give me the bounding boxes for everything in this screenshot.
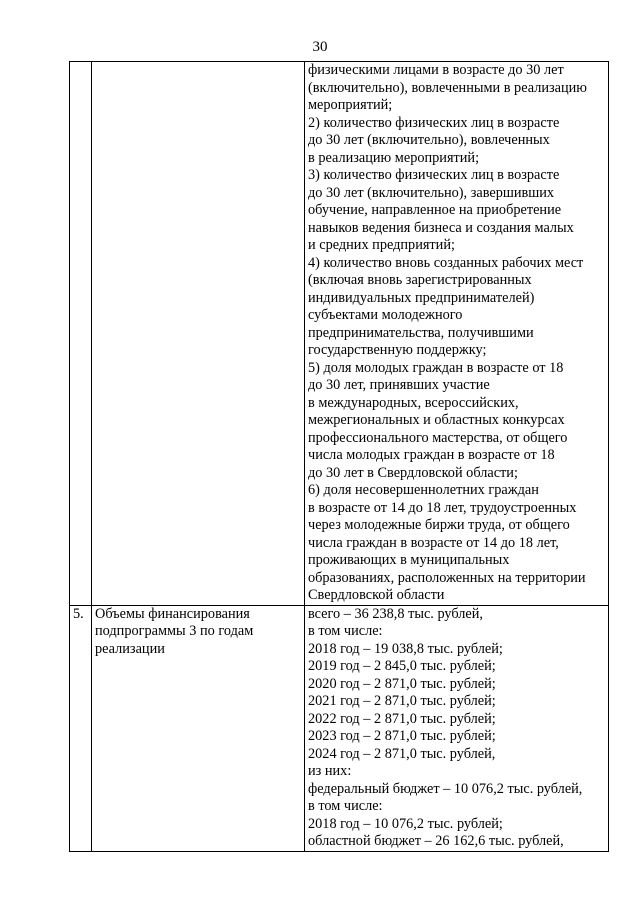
content-line: до 30 лет (включительно), завершивших	[308, 184, 555, 201]
name-line: Объемы финансирования	[95, 605, 250, 622]
content-line: 2018 год – 19 038,8 тыс. рублей;	[308, 640, 503, 657]
content-line: Свердловской области	[308, 587, 445, 603]
content-line: и средних предприятий;	[308, 237, 455, 253]
content-line: до 30 лет в Свердловской области;	[308, 464, 518, 481]
row-name-cell	[92, 62, 305, 606]
content-line: государственную поддержку;	[308, 342, 487, 358]
content-line: навыков ведения бизнеса и создания малых	[308, 219, 574, 236]
content-line: межрегиональных и областных конкурсах	[308, 412, 565, 428]
content-line: до 30 лет, принявших участие	[308, 377, 490, 393]
table-row	[70, 62, 609, 606]
content-line: субъектами молодежного	[308, 307, 463, 323]
content-line: обучение, направленное на приобретение	[308, 202, 562, 218]
table-row	[70, 605, 609, 851]
content-line: (включая вновь зарегистрированных	[308, 272, 532, 288]
content-line: всего – 36 238,8 тыс. рублей,	[308, 605, 483, 622]
content-line: профессионального мастерства, от общего	[308, 429, 568, 446]
content-line: числа молодых граждан в возрасте от 18	[308, 447, 555, 463]
name-line: реализации	[95, 640, 165, 657]
content-line: в реализацию мероприятий;	[308, 149, 480, 166]
passport-table	[69, 61, 609, 852]
row-content-cell	[305, 62, 609, 606]
content-line: областной бюджет – 26 162,6 тыс. рублей,	[308, 833, 564, 849]
content-line: в том числе:	[308, 798, 383, 814]
content-line: 2020 год – 2 871,0 тыс. рублей;	[308, 675, 496, 692]
content-line: предпринимательства, получившими	[308, 324, 534, 341]
row-number-cell	[70, 62, 92, 606]
content-line: 2019 год – 2 845,0 тыс. рублей;	[308, 658, 496, 674]
content-line: 2024 год – 2 871,0 тыс. рублей,	[308, 745, 496, 762]
content-line: 2023 год – 2 871,0 тыс. рублей;	[308, 728, 496, 744]
content-line: из них:	[308, 763, 352, 779]
content-line: через молодежные биржи труда, от общего	[308, 517, 570, 533]
content-line: федеральный бюджет – 10 076,2 тыс. рублей,	[308, 780, 583, 797]
page-number: 30	[312, 39, 328, 55]
name-line: подпрограммы 3 по годам	[95, 623, 254, 639]
content-line: индивидуальных предпринимателей)	[308, 289, 535, 306]
content-line: проживающих в муниципальных	[308, 552, 510, 568]
content-line: 2021 год – 2 871,0 тыс. рублей;	[308, 693, 496, 709]
content-line: 6) доля несовершеннолетних граждан	[308, 482, 539, 498]
table-body	[70, 62, 609, 852]
content-line: 3) количество физических лиц в возрасте	[308, 167, 560, 183]
row-number-cell: 5.	[70, 605, 92, 851]
content-line: до 30 лет (включительно), вовлеченных	[308, 132, 550, 148]
row-name-cell	[92, 605, 305, 851]
content-line: 4) количество вновь созданных рабочих мест	[308, 254, 584, 271]
content-line: числа граждан в возрасте от 14 до 18 лет,	[308, 534, 559, 551]
content-line: в том числе:	[308, 623, 383, 639]
content-line: (включительно), вовлеченными в реализацию	[308, 79, 587, 96]
row-content-cell	[305, 605, 609, 851]
content-line: мероприятий;	[308, 97, 393, 113]
content-line: 2022 год – 2 871,0 тыс. рублей;	[308, 710, 496, 727]
content-line: 5) доля молодых граждан в возрасте от 18	[308, 359, 564, 376]
content-line: в международных, всероссийских,	[308, 394, 519, 411]
content-line: 2018 год – 10 076,2 тыс. рублей;	[308, 815, 503, 832]
content-line: 2) количество физических лиц в возрасте	[308, 114, 560, 131]
content-line: в возрасте от 14 до 18 лет, трудоустроенных	[308, 499, 577, 516]
content-line: образованиях, расположенных на территории	[308, 569, 586, 586]
content-line: физическими лицами в возрасте до 30 лет	[308, 62, 564, 78]
